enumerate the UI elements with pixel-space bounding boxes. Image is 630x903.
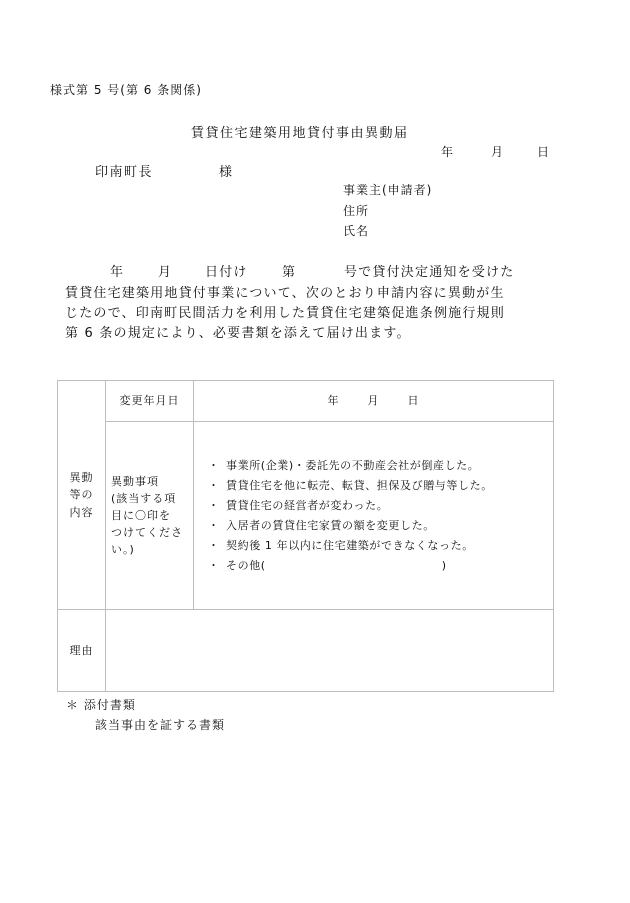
change-date-row — [58, 381, 554, 422]
notice-month: 月 — [158, 265, 173, 280]
items-label-line: い。) — [111, 543, 135, 557]
change-items-row — [58, 422, 554, 610]
items-label-line: 異動事項 — [111, 474, 159, 488]
applicant-address-label: 住所 — [343, 204, 370, 218]
reason-label: 理由 — [58, 610, 106, 692]
section-label-line: 異動 — [69, 471, 94, 485]
notice-number-prefix: 第 — [282, 265, 297, 280]
list-item-other[interactable]: ・ その他( ) — [208, 558, 447, 572]
addressee-honorific: 様 — [219, 165, 234, 180]
applicant-name-label: 氏名 — [343, 224, 370, 238]
attachments-item: 該当事由を証する書類 — [95, 718, 226, 732]
addressee-name: 印南町長 — [95, 165, 154, 180]
change-date-month: 月 — [367, 394, 380, 408]
list-item[interactable]: ・ 賃貸住宅の経営者が変わった。 — [208, 498, 389, 512]
section-label-line: 等の — [69, 488, 94, 502]
items-label-line: (該当する項 — [111, 491, 177, 505]
applicant-label: 事業主(申請者) — [343, 183, 433, 197]
list-item[interactable]: ・ 契約後 1 年以内に住宅建築ができなくなった。 — [208, 538, 474, 552]
date-month-label: 月 — [491, 145, 505, 159]
section-label-cell — [58, 381, 106, 610]
section-label-line: 内容 — [69, 505, 94, 519]
change-date-label: 変更年月日 — [106, 381, 194, 422]
document-title: 賃貸住宅建築用地貸付事由異動届 — [191, 126, 409, 141]
list-item[interactable]: ・ 入居者の賃貸住宅家賃の額を変更した。 — [208, 518, 435, 532]
form-number: 様式第 5 号(第 6 条関係) — [50, 83, 202, 97]
change-details-table — [57, 380, 554, 692]
other-label: その他( — [226, 558, 266, 572]
reason-row — [58, 610, 554, 692]
change-items-label — [106, 422, 194, 610]
other-close: ) — [441, 558, 447, 572]
body-line: じたので、印南町民間活力を利用した賃貸住宅建築促進条例施行規則 — [65, 306, 505, 321]
notice-year: 年 — [110, 265, 125, 280]
body-line: 賃貸住宅建築用地貸付事業について、次のとおり申請内容に異動が生 — [65, 286, 505, 301]
list-item[interactable]: ・ 事業所(企業)・委託先の不動産会社が倒産した。 — [208, 458, 480, 472]
change-date-field — [194, 381, 554, 422]
body-line: 第 6 条の規定により、必要書類を添えて届け出ます。 — [65, 326, 411, 341]
change-date-year: 年 — [327, 394, 340, 408]
change-items-cell — [194, 422, 554, 610]
date-year-label: 年 — [441, 145, 455, 159]
items-label-line: つけてくださ — [111, 526, 183, 540]
change-items-list — [194, 456, 553, 576]
change-date-day: 日 — [407, 394, 420, 408]
date-day-label: 日 — [537, 145, 551, 159]
notice-number-suffix: 号で貸付決定通知を受けた — [344, 265, 515, 280]
list-item[interactable]: ・ 賃貸住宅を他に転売、転貸、担保及び贈与等した。 — [208, 478, 493, 492]
attachments-heading: ＊ 添付書類 — [66, 698, 136, 712]
items-label-line: 目に〇印を — [111, 508, 171, 522]
reason-field[interactable] — [106, 610, 554, 692]
notice-day: 日付け — [205, 265, 248, 280]
